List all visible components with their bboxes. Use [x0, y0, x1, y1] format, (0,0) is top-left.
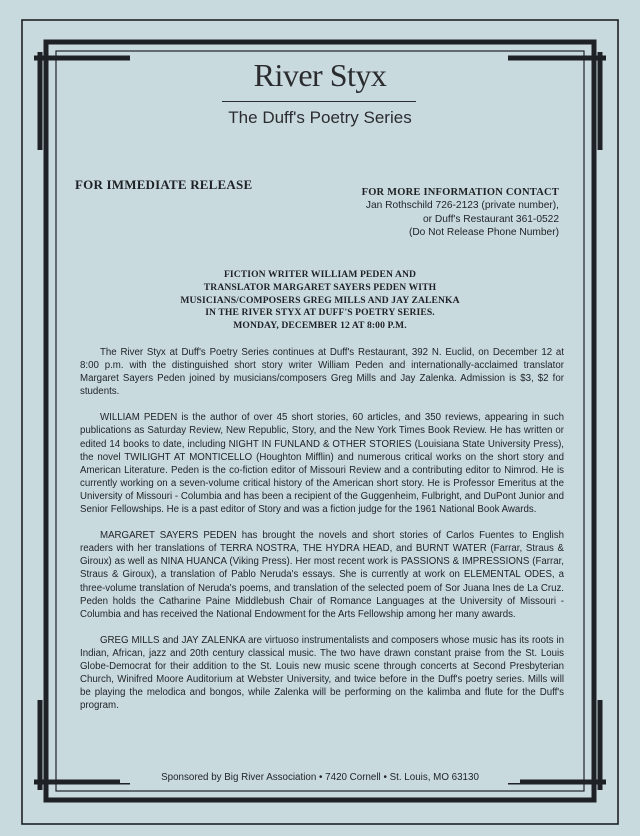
- headline-line: FICTION WRITER WILLIAM PEDEN AND: [223, 269, 417, 280]
- headline-line: MONDAY, DECEMBER 12 AT 8:00 P.M.: [233, 320, 407, 332]
- paragraph-event: The River Styx at Duff's Poetry Series continues at Duff's Restaurant, 392 N. Euclid, on December 12 at 8:00 p.m. with the distinguished short story writer William Peden and internationally-acclaimed translator Margaret Sayers Peden joined by musicians/composers Greg Mills and Jay Zalenka. Admission is $3, $2 for students.: [80, 347, 564, 398]
- contact-line: or Duff's Restaurant 361-0522: [423, 213, 559, 225]
- release-label: FOR IMMEDIATE RELEASE: [75, 177, 253, 192]
- masthead-title: River Styx: [253, 57, 387, 93]
- headline: [120, 269, 520, 333]
- sponsor-footer: Sponsored by Big River Association • 7420 Cornell • St. Louis, MO 63130: [120, 772, 520, 783]
- body-text: [80, 346, 564, 725]
- contact-heading: FOR MORE INFORMATION CONTACT: [361, 187, 559, 198]
- paragraph-musicians: GREG MILLS and JAY ZALENKA are virtuoso instrumentalists and composers whose music has its roots in Indian, African, jazz and 20th century classical music. The two have drawn constant praise from the St. Louis Globe-Democrat for their addition to the St. Louis new music scene through concerts at Second Presbyterian Church, Winifred Moore Auditorium at Webster University, and twice before in the Duff's poetry series. Mills will be playing the melodica and bongos, while Zalenka will be performing on the kalimba and flute for the Duff's program.: [80, 634, 564, 712]
- masthead-divider: [222, 101, 416, 102]
- masthead-subtitle: The Duff's Poetry Series: [228, 108, 412, 127]
- headline-line: TRANSLATOR MARGARET SAYERS PEDEN WITH: [203, 281, 437, 293]
- contact-line: Jan Rothschild 726-2123 (private number),: [365, 200, 559, 212]
- contact-block: [300, 186, 559, 239]
- headline-line: MUSICIANS/COMPOSERS GREG MILLS AND JAY ZALENKA: [180, 294, 460, 306]
- paragraph-margaret-peden: MARGARET SAYERS PEDEN has brought the novels and short stories of Carlos Fuentes to English readers with her translations of TERRA NOSTRA, THE HYDRA HEAD, and BURNT WATER (Farrar, Straus & Giroux) as well as NINA HUANCA (Viking Press). Her most recent work is PASSIONS & IMPRESSIONS (Farrar, Straus & Giroux), a translation of Pablo Neruda's essays. She is currently at work on ELEMENTAL ODES, a three-volume translation of Neruda's poems, and translation of the selected poem of Sor Juana Ines de La Cruz. Peden holds the Catharine Paine Middlebush Chair of Romance Languages at the University of Missouri - Columbia and has received the National Endowment for the Arts Fellowship among her many awards.: [80, 530, 564, 620]
- contact-line: (Do Not Release Phone Number): [408, 226, 559, 238]
- headline-line: IN THE RIVER STYX AT DUFF'S POETRY SERIES.: [205, 307, 435, 319]
- paragraph-william-peden: WILLIAM PEDEN is the author of over 45 short stories, 60 articles, and 350 reviews, appearing in such publications as Saturday Review, New Republic, Story, and the New York Times Book Review. He has written or edited 14 books to date, including NIGHT IN FUNLAND & OTHER STORIES (Louisiana State University Press), the novel TWILIGHT AT MONTICELLO (Houghton Mifflin) and numerous critical works on the short story and American Literature. Peden is the co-fiction editor of Missouri Review and a contributing editor to Nimrod. He is currently working on a seven-volume critical history of the American short story. He is Professor Emeritus at the University of Missouri - Columbia and has been a recipient of the Guggenheim, Fulbright, and DuPont Junior and Senior Fellowships. He is a past editor of Story and was a fiction judge for the 1961 National Book Awards.: [80, 412, 564, 516]
